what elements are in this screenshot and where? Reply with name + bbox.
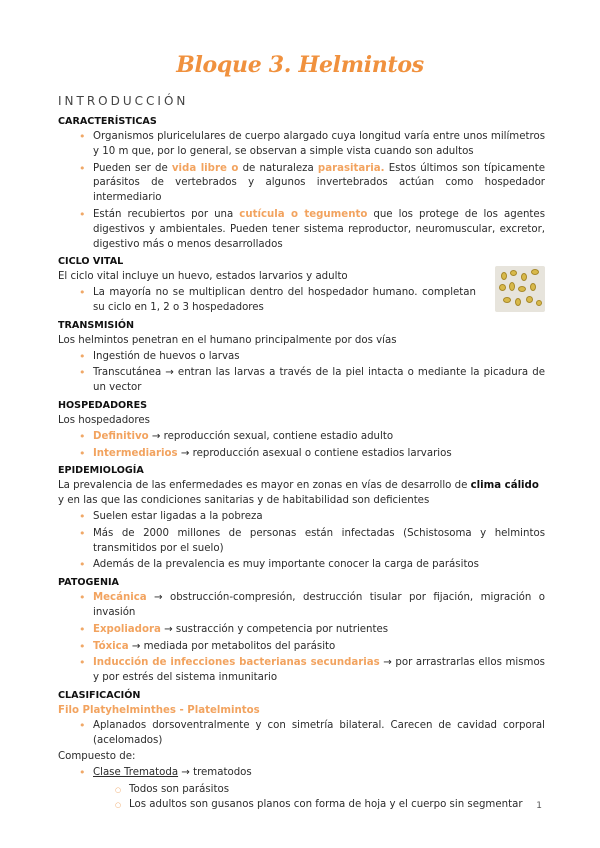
helminth-eggs-image [495, 266, 545, 312]
ciclo-heading: CICLO VITAL [58, 256, 124, 268]
page-number: 1 [536, 801, 542, 811]
caracteristicas-heading: CARACTERÍSTICAS [58, 116, 157, 127]
list-item: • Además de la prevalencia es muy importante conocer la carga de parásitos [58, 558, 545, 573]
hospedadores-heading: HOSPEDADORES [58, 399, 148, 411]
list-item: • Más de 2000 millones de personas están infectadas (Schistosoma y helmintos transmitidos por el suelo) [58, 527, 545, 557]
clasificacion-text: Compuesto de: [58, 751, 136, 763]
list-item: • Aplanados dorsoventralmente y con simetría bilateral. Carecen de cavidad corporal (acelomados) [58, 719, 545, 749]
epidemiologia-text: La prevalencia de las enfermedades es mayor en zonas en vías de desarrollo de clima cálido y en las que las condiciones sanitarias y de habitabilidad son deficientes [58, 480, 539, 507]
ciclo-text: El ciclo vital incluye un huevo, estados larvarios y adulto [58, 271, 348, 283]
list-item: • Pueden ser de vida libre o de naturaleza parasitaria. Estos últimos son típicamente parásitos de vertebrados y algunos invertebrados actúan como hospedador intermediario [58, 162, 545, 206]
clasificacion-list [58, 719, 545, 749]
list-item: • Inducción de infecciones bacterianas secundarias → por arrastrarlas ellos mismos y por estrés del sistema inmunitario [58, 656, 545, 686]
transmision-list [58, 350, 545, 396]
list-item: • Están recubiertos por una cutícula o tegumento que los protege de los agentes digestivos y ambientales. Pueden tener sistema reproductor, neuromuscular, excretor, digestivo más o menos desarrollados [58, 208, 545, 252]
page-title: Bloque 3. Helmintos [176, 52, 424, 78]
list-item: • Suelen estar ligadas a la pobreza [58, 510, 545, 525]
list-item: • Ingestión de huevos o larvas [58, 350, 545, 365]
list-item: • Mecánica → obstrucción-compresión, destrucción tisular por fijación, migración o invasión [58, 591, 545, 621]
epidemiologia-list [58, 510, 545, 573]
ciclo-list [58, 286, 476, 316]
list-item: • Transcutánea → entran las larvas a través de la piel intacta o mediante la picadura de un vector [58, 366, 545, 396]
intro-heading: INTRODUCCIÓN [58, 94, 189, 108]
clasificacion-heading: CLASIFICACIÓN [58, 689, 141, 701]
clasificacion-sublist [93, 783, 545, 813]
epidemiologia-heading: EPIDEMIOLOGÍA [58, 465, 144, 477]
patogenia-list [58, 591, 545, 686]
hospedadores-text: Los hospedadores [58, 414, 150, 426]
document-body [58, 112, 545, 812]
list-item: • Tóxica → mediada por metabolitos del parásito [58, 640, 545, 655]
list-item: • Organismos pluricelulares de cuerpo alargado cuya longitud varía entre unos milímetros y 10 m que, por lo general, se observan a simple vista cuando son adultos [58, 130, 545, 160]
list-item: • La mayoría no se multiplican dentro del hospedador humano. completan su ciclo en 1, 2 o 3 hospedadores [58, 286, 476, 316]
clasificacion-class-list [58, 766, 545, 781]
list-item: ○ Todos son parásitos [93, 783, 545, 798]
list-item: • Intermediarios → reproducción asexual o contiene estadios larvarios [58, 447, 545, 462]
list-item: • Definitivo → reproducción sexual, contiene estadio adulto [58, 430, 545, 445]
caracteristicas-list [58, 130, 545, 252]
list-item: • Expoliadora → sustracción y competencia por nutrientes [58, 623, 545, 638]
transmision-heading: TRANSMISIÓN [58, 319, 135, 331]
list-item: • Clase Trematoda → trematodos [58, 766, 545, 781]
hospedadores-list [58, 430, 545, 462]
list-item: ○ Los adultos son gusanos planos con forma de hoja y el cuerpo sin segmentar [93, 798, 545, 813]
transmision-text: Los helmintos penetran en el humano principalmente por dos vías [58, 334, 397, 346]
ciclo-section [58, 270, 545, 315]
clasificacion-subheading: Filo Platyhelminthes - Platelmintos [58, 704, 260, 716]
patogenia-heading: PATOGENIA [58, 577, 119, 589]
